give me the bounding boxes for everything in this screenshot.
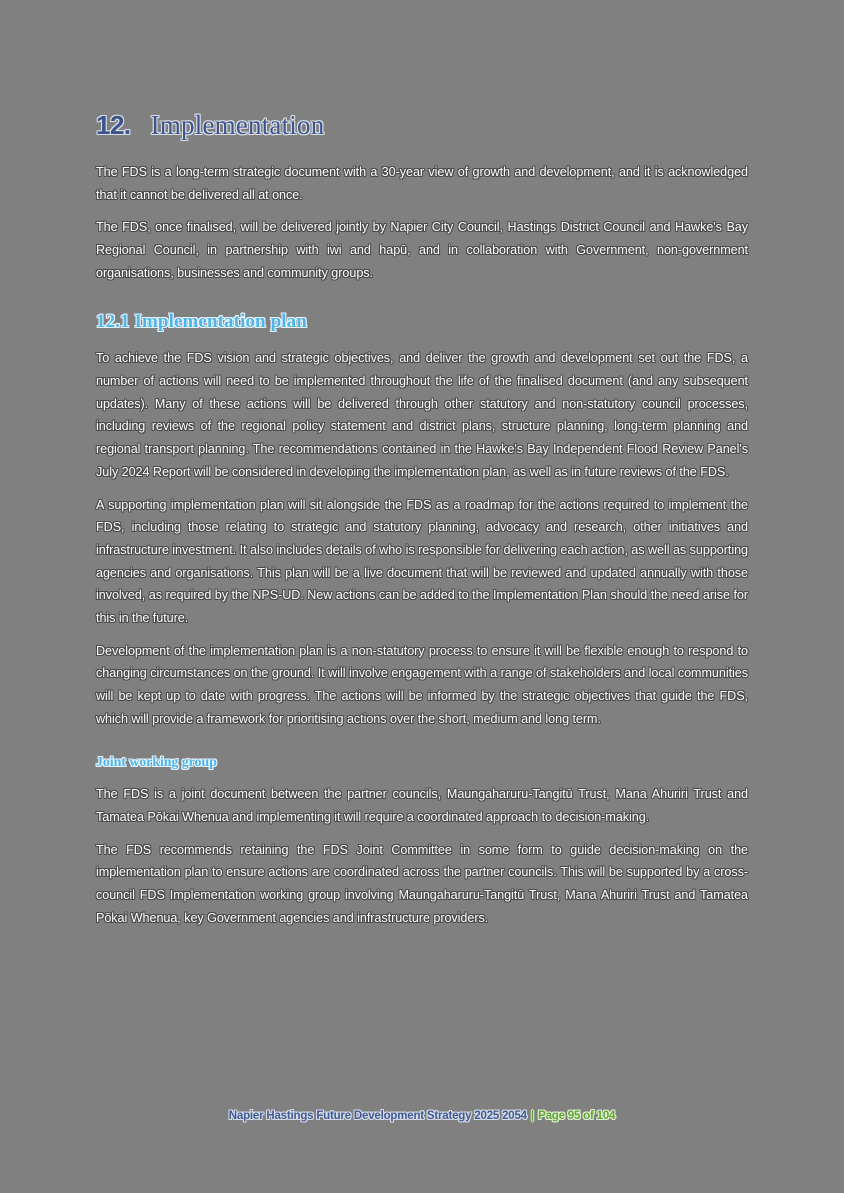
page-content [96,112,748,930]
intro-paragraph-1: The FDS is a long-term strategic document with a 30-year view of growth and development, and it is acknowledged that it cannot be delivered all at once. [96,165,748,202]
section-paragraph-3: Development of the implementation plan is a non-statutory process to ensure it will be flexible enough to respond to changing circumstances on the ground. It will involve engagement with a range of stakeholders and local communities will be kept up to date with progress. The actions will be informed by the strategic objectives that guide the FDS, which will provide a framework for prioritising actions over the short, medium and long term. [96,643,748,726]
footer-document-title: Napier Hastings Future Development Strategy 2025 2054 [228,1110,527,1122]
section-paragraph-2: A supporting implementation plan will sit alongside the FDS as a roadmap for the actions required to implement the FDS, including those relating to strategic and statutory planning, advocacy and research, other initiatives and infrastructure investment. It also includes details of who is responsible for delivering each action, as well as supporting agencies and organisations. This plan will be a live document that will be reviewed and updated annually with those involved, as required by the NPS-UD. New actions can be added to the Implementation Plan should the need arise for this in the future. [96,497,748,626]
subsection-paragraph-2: The FDS recommends retaining the FDS Joint Committee in some form to guide decision-making on the implementation plan to ensure actions are coordinated across the partner councils. This will be supported by a cross-council FDS Implementation working group involving Maungaharuru-Tangitū Trust, Mana Ahuriri Trust and Tamatea Pōkai Whenua, key Government agencies and infrastructure providers. [96,842,748,925]
subsection-paragraph-1: The FDS is a joint document between the partner councils, Maungaharuru-Tangitū Trust, Mana Ahuriri Trust and Tamatea Pōkai Whenua and implementing it will require a coordinated approach to decision-making. [96,787,748,825]
section-paragraph-1: To achieve the FDS vision and strategic objectives, and deliver the growth and development set out the FDS, a number of actions will need to be implemented throughout the life of the finalised document (and any subsequent updates). Many of these actions will be delivered through other statutory and non-statutory council processes, including reviews of the regional policy statement and district plans, structure planning, long-term planning and regional transport planning. The recommendations contained in the Hawke's Bay Independent Flood Review Panel's July 2024 Report will be considered in developing the implementation plan, as well as in future reviews of the FDS. [96,351,748,479]
intro-paragraph-2: The FDS, once finalised, will be delivered jointly by Napier City Council, Hastings District Council and Hawke's Bay Regional Council, in partnership with iwi and hapū, and in collaboration with Government, non-government organisations, businesses and community groups. [96,220,748,280]
page-footer [0,1108,844,1124]
chapter-title: Implementation [150,110,325,140]
section-heading-implementation-plan: 12.1 Implementation plan [96,310,307,332]
sub-heading-joint-working-group: Joint working group [96,754,217,770]
chapter-heading [96,112,748,139]
footer-page-number: Page 95 of 104 [538,1110,616,1122]
chapter-number: 12. [96,110,131,140]
footer-separator: | [530,1110,535,1122]
